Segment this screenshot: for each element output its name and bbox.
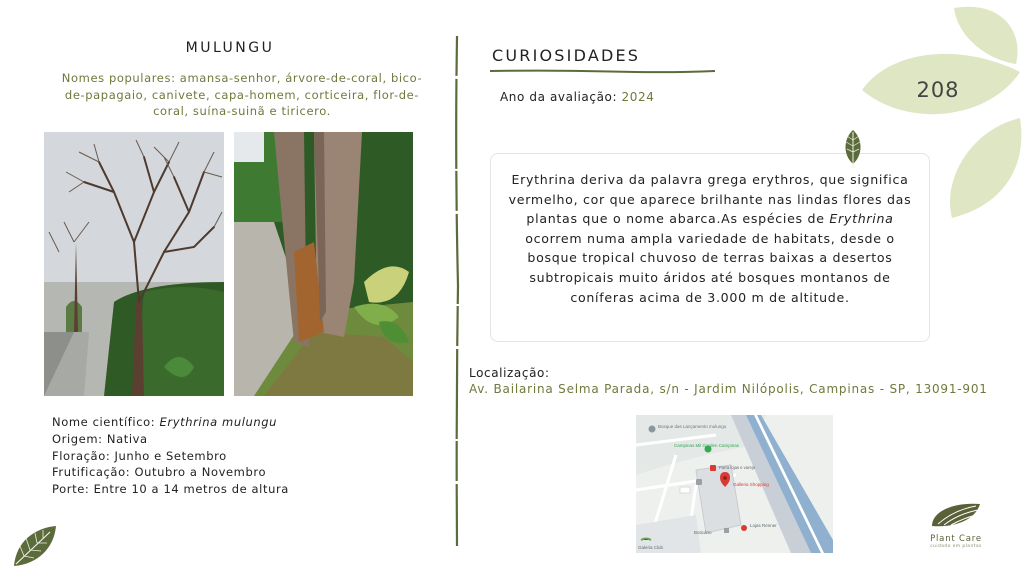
logo-leaf-icon (924, 500, 988, 530)
logo-name: Plant Care (930, 534, 982, 544)
evaluation-year (500, 90, 655, 104)
species-title: MULUNGU (185, 40, 275, 56)
vertical-divider (452, 36, 462, 546)
evaluation-year-value: 2024 (621, 90, 655, 104)
evaluation-year-label: Ano da avaliação: (500, 90, 622, 104)
scientific-name-value: Erythrina mulungu (159, 415, 278, 429)
location-label: Localização: (469, 366, 550, 380)
popular-names: Nomes populares: amansa-senhor, árvore-de-coral, bico-de-papagaio, canivete, capa-homem, corticeira, flor-de-coral, suína-suinã e tiricero. (61, 71, 423, 118)
species-facts (52, 414, 289, 498)
location-address: Av. Bailarina Selma Parada, s/n - Jardim Nilópolis, Campinas - SP, 13091-901 (469, 382, 988, 396)
map-label-corner: Galeria Club (638, 545, 664, 550)
curiosity-text-italic: Erythrina (829, 211, 894, 227)
leaf-icon (10, 522, 60, 570)
size-line: Porte: Entre 10 a 14 metros de altura (52, 482, 289, 497)
page-number: 208 (916, 78, 960, 102)
logo-tagline: cuidado em plantas (930, 544, 982, 549)
location-map[interactable] (636, 415, 833, 553)
flowering-line: Floração: Junho e Setembro (52, 448, 227, 463)
curiosity-text-part2: ocorrem numa ampla variedade de habitats, desde o bosque tropical chuvoso de terras baixas a desertos subtropicais muito áridos até bosques montanos de coníferas acima de 3.000 m de altitude. (525, 230, 895, 305)
fruiting-line: Frutificação: Outubro a Novembro (52, 465, 267, 480)
origin-line: Origem: Nativa (52, 431, 148, 446)
tree-trunk-photo (234, 132, 413, 396)
plant-care-logo (924, 500, 988, 550)
tree-photo-full (44, 132, 224, 396)
scientific-name-label: Nome científico: (52, 415, 160, 429)
small-leaf-icon (842, 128, 864, 168)
map-label-top: Bosque das Lançamento mulungu (658, 424, 727, 429)
map-label-bottom-left: Boticário (694, 530, 712, 535)
map-label-loja: Parra lojas e varejo (719, 465, 756, 470)
decorative-leaves (860, 0, 1024, 225)
map-label-campinas: Campinas Mil Garden Campinas (674, 443, 740, 448)
scientific-name-line (52, 414, 289, 431)
curiosities-title: CURIOSIDADES (492, 46, 641, 65)
map-label-lojas: Lojas Renner (750, 523, 777, 528)
curiosity-text-part1: Erythrina deriva da palavra grega erythros, que significa vermelho, cor que aparece brilhante nas lindas flores das plantas que o nome abarca.As espécies de (508, 172, 912, 227)
title-underline (490, 68, 715, 74)
map-label-galleria: Galleria Shopping (733, 482, 769, 487)
